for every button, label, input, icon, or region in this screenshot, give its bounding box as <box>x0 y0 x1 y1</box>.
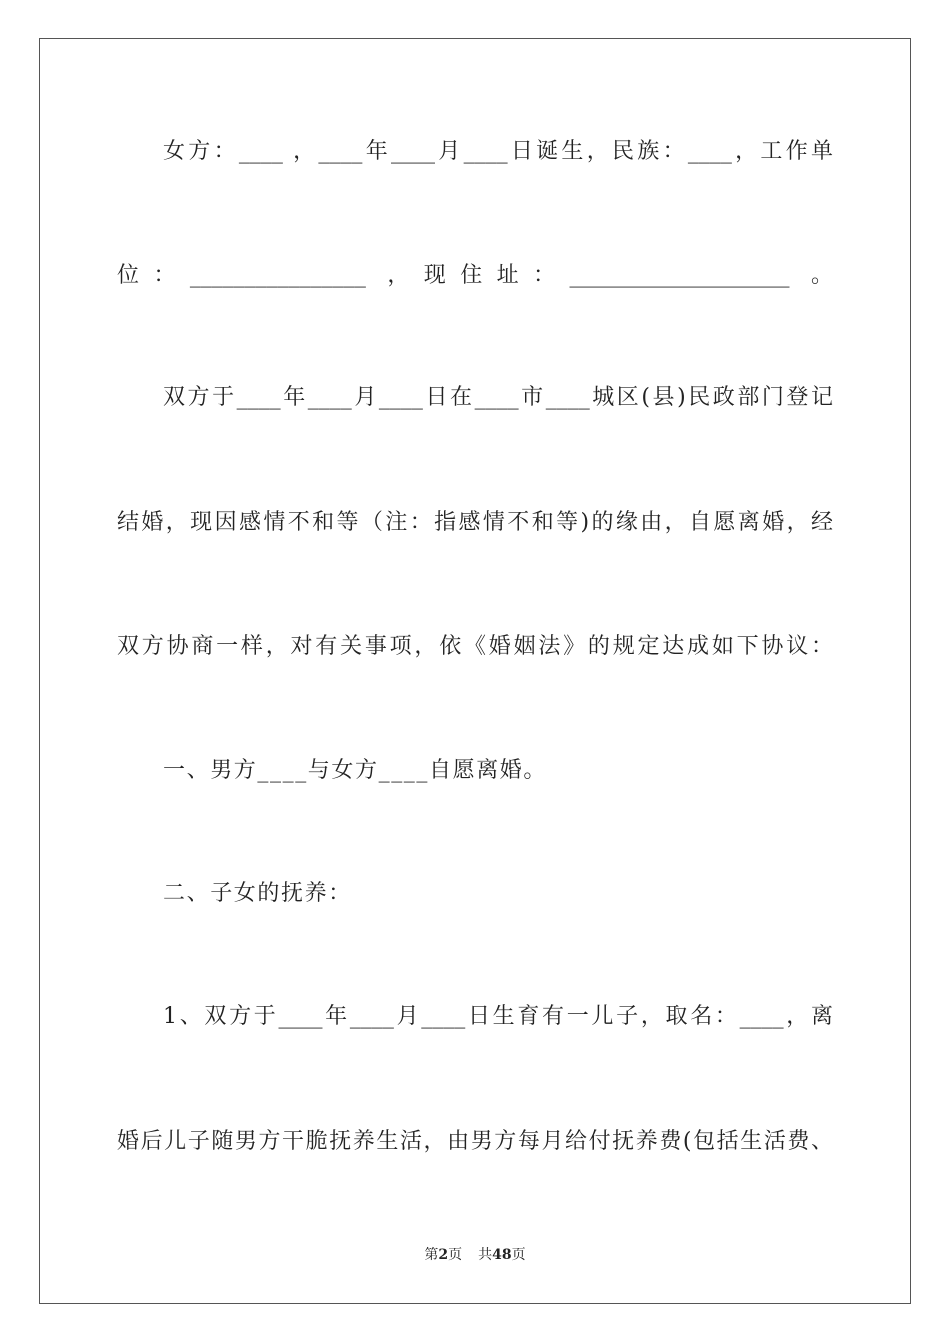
text-line: 位：________________ ，现住址：____________________ 。 <box>117 263 833 288</box>
text-line: 一、男方____与女方____自愿离婚。 <box>163 758 548 783</box>
text-line: 结婚，现因感情不和等（注：指感情不和等)的缘由，自愿离婚，经 <box>117 510 833 535</box>
page-number: 第2页 <box>424 1247 463 1263</box>
page-footer <box>0 1245 950 1265</box>
text-line: 双方协商一样，对有关事项，依《婚姻法》的规定达成如下协议： <box>117 634 833 659</box>
page-total: 共48页 <box>478 1247 526 1263</box>
text-line: 女方：____ ，____年____月____日诞生，民族：____，工作单 <box>163 139 833 164</box>
text-line: 婚后儿子随男方干脆抚养生活，由男方每月给付抚养费(包括生活费、 <box>117 1129 833 1154</box>
text-line: 二、子女的抚养： <box>163 881 352 906</box>
text-line: 双方于____年____月____日在____市____城区(县)民政部门登记 <box>163 385 833 410</box>
text-line: 1、双方于____年____月____日生育有一儿子，取名：____，离 <box>163 1004 833 1029</box>
page-border <box>39 38 911 1304</box>
